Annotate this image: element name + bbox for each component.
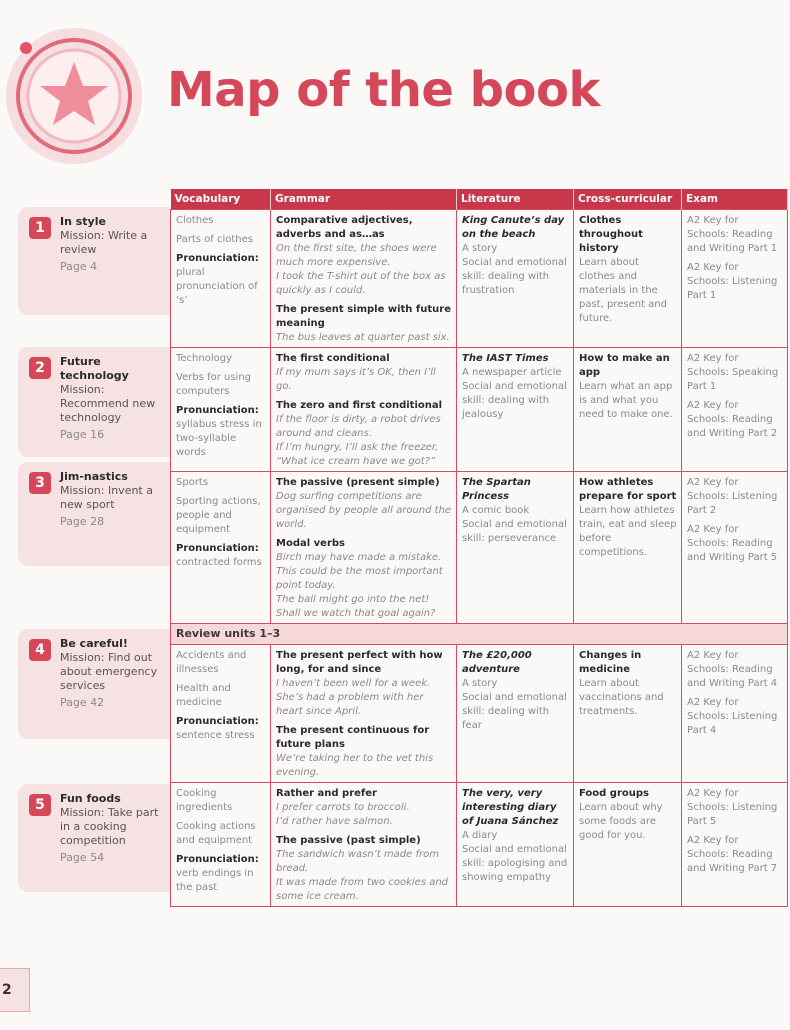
literature-skill: Social and emotional skill: dealing with jealousy xyxy=(462,381,567,420)
exam-cell xyxy=(682,645,788,783)
vocab-cell xyxy=(171,783,271,907)
grammar-example: The ball might go into the net! xyxy=(276,594,430,605)
exam-cell xyxy=(682,210,788,348)
unit-page: Page 16 xyxy=(60,428,105,441)
literature-cell xyxy=(457,210,574,348)
header-literature: Literature xyxy=(457,189,574,210)
grammar-example: I’d rather have salmon. xyxy=(276,816,393,827)
literature-skill: Social and emotional skill: perseverance xyxy=(462,519,567,544)
exam-item: A2 Key for Schools: Listening Part 5 xyxy=(687,788,778,827)
grammar-heading: The present continuous for future plans xyxy=(276,725,430,750)
grammar-example: I prefer carrots to broccoli. xyxy=(276,802,410,813)
unit-panel xyxy=(18,347,170,457)
pronunciation-text: syllabus stress in two-syllable words xyxy=(176,419,262,458)
unit-title: In style xyxy=(60,215,106,228)
literature-type: A story xyxy=(462,678,498,689)
header-grammar: Grammar xyxy=(271,189,457,210)
literature-title: The very, very interesting diary of Juana Sánchez xyxy=(462,788,559,827)
grammar-example: The bus leaves at quarter past six. xyxy=(276,332,450,343)
unit-page: Page 28 xyxy=(60,515,105,528)
unit-page: Page 4 xyxy=(60,260,98,273)
unit-page: Page 42 xyxy=(60,696,105,709)
review-row xyxy=(171,624,788,645)
unit-mission: Mission: Recommend new technology xyxy=(60,383,156,424)
review-label: Review units 1–3 xyxy=(171,624,788,645)
star-badge-icon xyxy=(4,26,144,166)
vocab-item: Clothes xyxy=(176,215,214,226)
literature-type: A story xyxy=(462,243,498,254)
unit-title: Fun foods xyxy=(60,792,121,805)
literature-cell xyxy=(457,348,574,472)
pronunciation-label: Pronunciation: xyxy=(176,543,259,554)
literature-skill: Social and emotional skill: dealing with fear xyxy=(462,692,567,731)
unit-panel xyxy=(18,784,170,892)
exam-item: A2 Key for Schools: Listening Part 1 xyxy=(687,262,778,301)
grammar-cell xyxy=(271,472,457,624)
literature-skill: Social and emotional skill: apologising and showing empathy xyxy=(462,844,568,883)
pronunciation-label: Pronunciation: xyxy=(176,854,259,865)
grammar-example: The sandwich wasn’t made from bread. xyxy=(276,849,439,874)
literature-skill: Social and emotional skill: dealing with frustration xyxy=(462,257,567,296)
literature-cell xyxy=(457,472,574,624)
vocab-item: Verbs for using computers xyxy=(176,372,252,397)
exam-item: A2 Key for Schools: Speaking Part 1 xyxy=(687,353,779,392)
literature-title: The Spartan Princess xyxy=(462,477,531,502)
grammar-heading: Rather and prefer xyxy=(276,788,377,799)
exam-item: A2 Key for Schools: Listening Part 2 xyxy=(687,477,778,516)
vocab-item: Sporting actions, people and equipment xyxy=(176,496,261,535)
pronunciation-text: sentence stress xyxy=(176,730,255,741)
pronunciation-label: Pronunciation: xyxy=(176,716,259,727)
cross-cell xyxy=(574,783,682,907)
grammar-heading: Modal verbs xyxy=(276,538,345,549)
cross-text: Learn what an app is and what you need to make one. xyxy=(579,381,673,420)
grammar-heading: The passive (past simple) xyxy=(276,835,421,846)
pronunciation-text: verb endings in the past xyxy=(176,868,254,893)
grammar-example: It was made from two cookies and some ice cream. xyxy=(276,877,449,902)
unit-panel xyxy=(18,462,170,566)
grammar-example: I haven’t been well for a week. xyxy=(276,678,431,689)
grammar-heading: Comparative adjectives, adverbs and as…as xyxy=(276,215,413,240)
grammar-cell xyxy=(271,783,457,907)
cross-text: Learn about clothes and materials in the past, present and future. xyxy=(579,257,667,324)
literature-cell xyxy=(457,645,574,783)
pronunciation-label: Pronunciation: xyxy=(176,253,259,264)
grammar-example: This could be the most important point today. xyxy=(276,566,443,591)
grammar-example: Shall we watch that goal again? xyxy=(276,608,436,619)
exam-cell xyxy=(682,472,788,624)
page-title: Map of the book xyxy=(167,62,600,118)
cross-cell xyxy=(574,645,682,783)
grammar-example: If my mum says it’s OK, then I’ll go. xyxy=(276,367,436,392)
grammar-example: Birch may have made a mistake. xyxy=(276,552,442,563)
table-header-row xyxy=(171,189,788,210)
cross-title: Changes in medicine xyxy=(579,650,642,675)
literature-title: King Canute’s day on the beach xyxy=(462,215,565,240)
book-map-table xyxy=(170,189,788,907)
literature-title: The IAST Times xyxy=(462,353,549,364)
grammar-cell xyxy=(271,210,457,348)
vocab-item: Health and medicine xyxy=(176,683,231,708)
grammar-example: She’s had a problem with her heart since April. xyxy=(276,692,424,717)
cross-title: How to make an app xyxy=(579,353,670,378)
exam-item: A2 Key for Schools: Listening Part 4 xyxy=(687,697,778,736)
vocab-item: Cooking actions and equipment xyxy=(176,821,256,846)
unit-page: Page 54 xyxy=(60,851,105,864)
unit-mission: Mission: Invent a new sport xyxy=(60,484,153,511)
table-row xyxy=(171,645,788,783)
unit-number: 3 xyxy=(29,472,51,494)
grammar-example: I took the T-shirt out of the box as quickly as I could. xyxy=(276,271,446,296)
exam-item: A2 Key for Schools: Reading and Writing Part 2 xyxy=(687,400,778,439)
vocab-item: Cooking ingredients xyxy=(176,788,233,813)
literature-cell xyxy=(457,783,574,907)
exam-item: A2 Key for Schools: Reading and Writing Part 5 xyxy=(687,524,778,563)
unit-mission: Mission: Write a review xyxy=(60,229,148,256)
grammar-example: On the first site, the shoes were much more expensive. xyxy=(276,243,437,268)
cross-title: Clothes throughout history xyxy=(579,215,643,254)
grammar-heading: The passive (present simple) xyxy=(276,477,440,488)
unit-number: 1 xyxy=(29,217,51,239)
unit-panel xyxy=(18,207,170,315)
vocab-cell xyxy=(171,472,271,624)
vocab-cell xyxy=(171,348,271,472)
vocab-item: Parts of clothes xyxy=(176,234,253,245)
vocab-item: Technology xyxy=(176,353,233,364)
unit-number: 2 xyxy=(29,357,51,379)
grammar-heading: The first conditional xyxy=(276,353,390,364)
grammar-example: If I’m hungry, I’ll ask the freezer, “What ice cream have we got?” xyxy=(276,442,439,467)
unit-number: 4 xyxy=(29,639,51,661)
exam-item: A2 Key for Schools: Reading and Writing Part 7 xyxy=(687,835,778,874)
unit-panel xyxy=(18,629,170,739)
grammar-example: We’re taking her to the vet this evening. xyxy=(276,753,434,778)
literature-type: A comic book xyxy=(462,505,530,516)
unit-title: Future technology xyxy=(60,355,129,382)
cross-title: Food groups xyxy=(579,788,649,799)
unit-mission: Mission: Find out about emergency services xyxy=(60,651,158,692)
grammar-cell xyxy=(271,348,457,472)
literature-type: A newspaper article xyxy=(462,367,562,378)
pronunciation-label: Pronunciation: xyxy=(176,405,259,416)
vocab-item: Accidents and illnesses xyxy=(176,650,247,675)
vocab-item: Sports xyxy=(176,477,209,488)
unit-number: 5 xyxy=(29,794,51,816)
unit-title: Be careful! xyxy=(60,637,128,650)
exam-item: A2 Key for Schools: Reading and Writing Part 4 xyxy=(687,650,778,689)
cross-text: Learn how athletes train, eat and sleep before competitions. xyxy=(579,505,677,558)
cross-cell xyxy=(574,472,682,624)
grammar-example: If the floor is dirty, a robot drives around and cleans. xyxy=(276,414,441,439)
table-row xyxy=(171,210,788,348)
literature-type: A diary xyxy=(462,830,498,841)
header-exam: Exam xyxy=(682,189,788,210)
literature-title: The £20,000 adventure xyxy=(462,650,532,675)
table-row xyxy=(171,783,788,907)
grammar-heading: The zero and first conditional xyxy=(276,400,443,411)
header-vocabulary: Vocabulary xyxy=(171,189,271,210)
vocab-cell xyxy=(171,210,271,348)
exam-cell xyxy=(682,783,788,907)
header-cross-curricular: Cross-curricular xyxy=(574,189,682,210)
cross-text: Learn about why some foods are good for you. xyxy=(579,802,663,841)
grammar-example: Dog surfing competitions are organised by people all around the world. xyxy=(276,491,452,530)
cross-title: How athletes prepare for sport xyxy=(579,477,677,502)
unit-mission: Mission: Take part in a cooking competition xyxy=(60,806,159,847)
cross-cell xyxy=(574,348,682,472)
grammar-heading: The present perfect with how long, for and since xyxy=(276,650,443,675)
exam-item: A2 Key for Schools: Reading and Writing Part 1 xyxy=(687,215,778,254)
exam-cell xyxy=(682,348,788,472)
grammar-cell xyxy=(271,645,457,783)
pronunciation-text: plural pronunciation of ‘s’ xyxy=(176,267,258,306)
page-number: 2 xyxy=(0,968,30,1012)
pronunciation-text: contracted forms xyxy=(176,557,262,568)
vocab-cell xyxy=(171,645,271,783)
cross-text: Learn about vaccinations and treatments. xyxy=(579,678,664,717)
grammar-heading: The present simple with future meaning xyxy=(276,304,451,329)
cross-cell xyxy=(574,210,682,348)
table-row xyxy=(171,472,788,624)
table-row xyxy=(171,348,788,472)
unit-title: Jim-nastics xyxy=(60,470,128,483)
